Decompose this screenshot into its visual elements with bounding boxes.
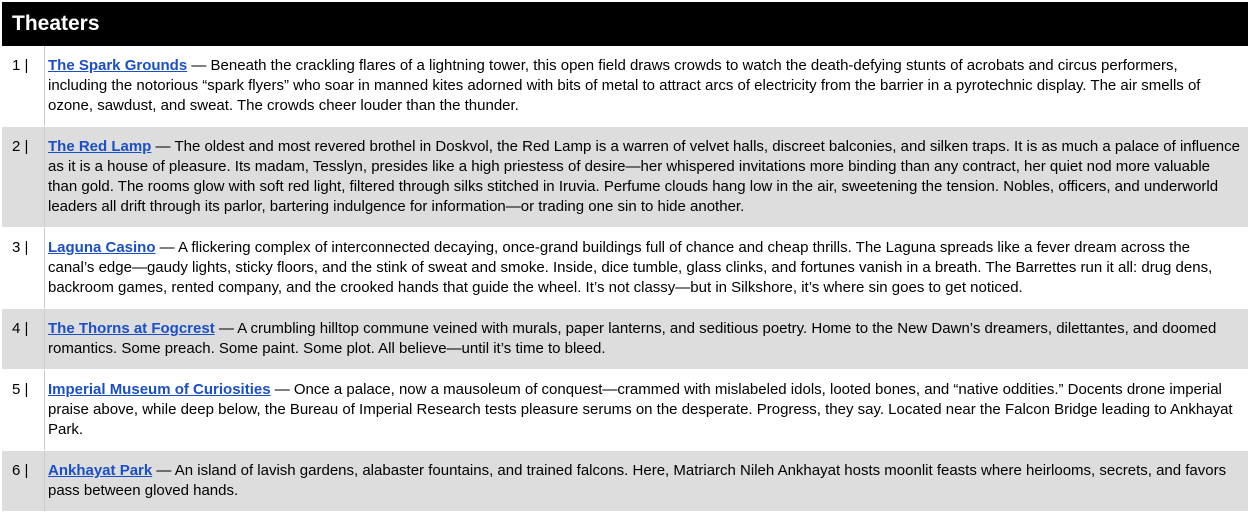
- item-number: 4 |: [2, 309, 44, 369]
- link-red-lamp[interactable]: The Red Lamp: [48, 138, 152, 155]
- item-separator: —: [214, 320, 238, 337]
- list-item-imperial-museum: [2, 370, 1248, 451]
- item-body: [44, 309, 1248, 369]
- item-separator: —: [155, 239, 179, 256]
- item-number: 1 |: [2, 46, 44, 126]
- item-separator: —: [152, 462, 175, 479]
- list-item-ankhayat-park: [2, 451, 1248, 512]
- item-separator: —: [151, 138, 175, 155]
- item-description: A crumbling hilltop commune veined with murals, paper lanterns, and seditious poetry. Home to the New Dawn’s dreamers, dilettantes, and doomed romantics. Some preach. Some paint. Some plot. All believe—until it’s time to bleed.: [48, 320, 1217, 357]
- item-number: 2 |: [2, 127, 44, 227]
- link-spark-grounds[interactable]: The Spark Grounds: [48, 57, 188, 74]
- theaters-panel: [2, 2, 1248, 519]
- item-number: 5 |: [2, 370, 44, 450]
- item-number: 3 |: [2, 228, 44, 308]
- theater-list: [2, 46, 1248, 512]
- list-item-red-lamp: [2, 127, 1248, 228]
- item-separator: —: [270, 381, 294, 398]
- item-body: [44, 228, 1248, 308]
- item-description: Beneath the crackling flares of a lightning tower, this open field draws crowds to watch the death-defying stunts of acrobats and circus performers, including the notorious “spark flyers” who soar in manned kites adorned with bits of metal to attract arcs of electricity from the barrier in a pyrotechnic display. The air smells of ozone, sawdust, and sweat. The crowds cheer louder than the thunder.: [48, 57, 1201, 114]
- list-item-spark-grounds: [2, 46, 1248, 127]
- item-body: [44, 46, 1248, 126]
- item-separator: —: [187, 57, 211, 74]
- item-body: [44, 370, 1248, 450]
- item-number: 6 |: [2, 451, 44, 511]
- item-description: A flickering complex of interconnected decaying, once-grand buildings full of chance and cheap thrills. The Laguna spreads like a fever dream across the canal’s edge—gaudy lights, sticky floors, and the stink of sweat and smoke. Inside, dice tumble, glass clinks, and fortunes vanish in a breath. The Barrettes run it all: drug dens, backroom games, rented company, and the crooked hands that guide the wheel. It’s not classy—but in Silkshore, it’s where sin goes to get noticed.: [48, 239, 1213, 296]
- link-thorns-at-fogcrest[interactable]: The Thorns at Fogcrest: [48, 320, 215, 337]
- item-description: The oldest and most revered brothel in Doskvol, the Red Lamp is a warren of velvet halls, discreet balconies, and silken traps. It is as much a palace of influence as it is a house of pleasure. Its madam, Tesslyn, presides like a high priestess of desire—her whispered invitations more binding than any contract, her quiet nod more valuable than gold. The rooms glow with soft red light, filtered through silks stitched in Iruvia. Perfume clouds hang low in the air, sweetening the tension. Nobles, officers, and underworld leaders all drift through its parlor, bartering indulgence for information—or trading one sin to hide another.: [48, 138, 1240, 215]
- link-ankhayat-park[interactable]: Ankhayat Park: [48, 462, 153, 479]
- item-body: [44, 127, 1248, 227]
- list-item-laguna-casino: [2, 228, 1248, 309]
- link-imperial-museum[interactable]: Imperial Museum of Curiosities: [48, 381, 271, 398]
- section-title: Theaters: [2, 2, 1248, 46]
- item-description: Once a palace, now a mausoleum of conquest—crammed with mislabeled idols, looted bones, and “native oddities.” Docents drone imperial praise above, while deep below, the Bureau of Imperial Research tests pleasure serums on the desperate. Progress, they say. Located near the Falcon Bridge leading to Ankhayat Park.: [48, 381, 1233, 438]
- link-laguna-casino[interactable]: Laguna Casino: [48, 239, 156, 256]
- item-description: An island of lavish gardens, alabaster fountains, and trained falcons. Here, Matriarch Nileh Ankhayat hosts moonlit feasts where heirlooms, secrets, and favors pass between gloved hands.: [48, 462, 1227, 499]
- item-body: [44, 451, 1248, 511]
- list-item-thorns-at-fogcrest: [2, 309, 1248, 370]
